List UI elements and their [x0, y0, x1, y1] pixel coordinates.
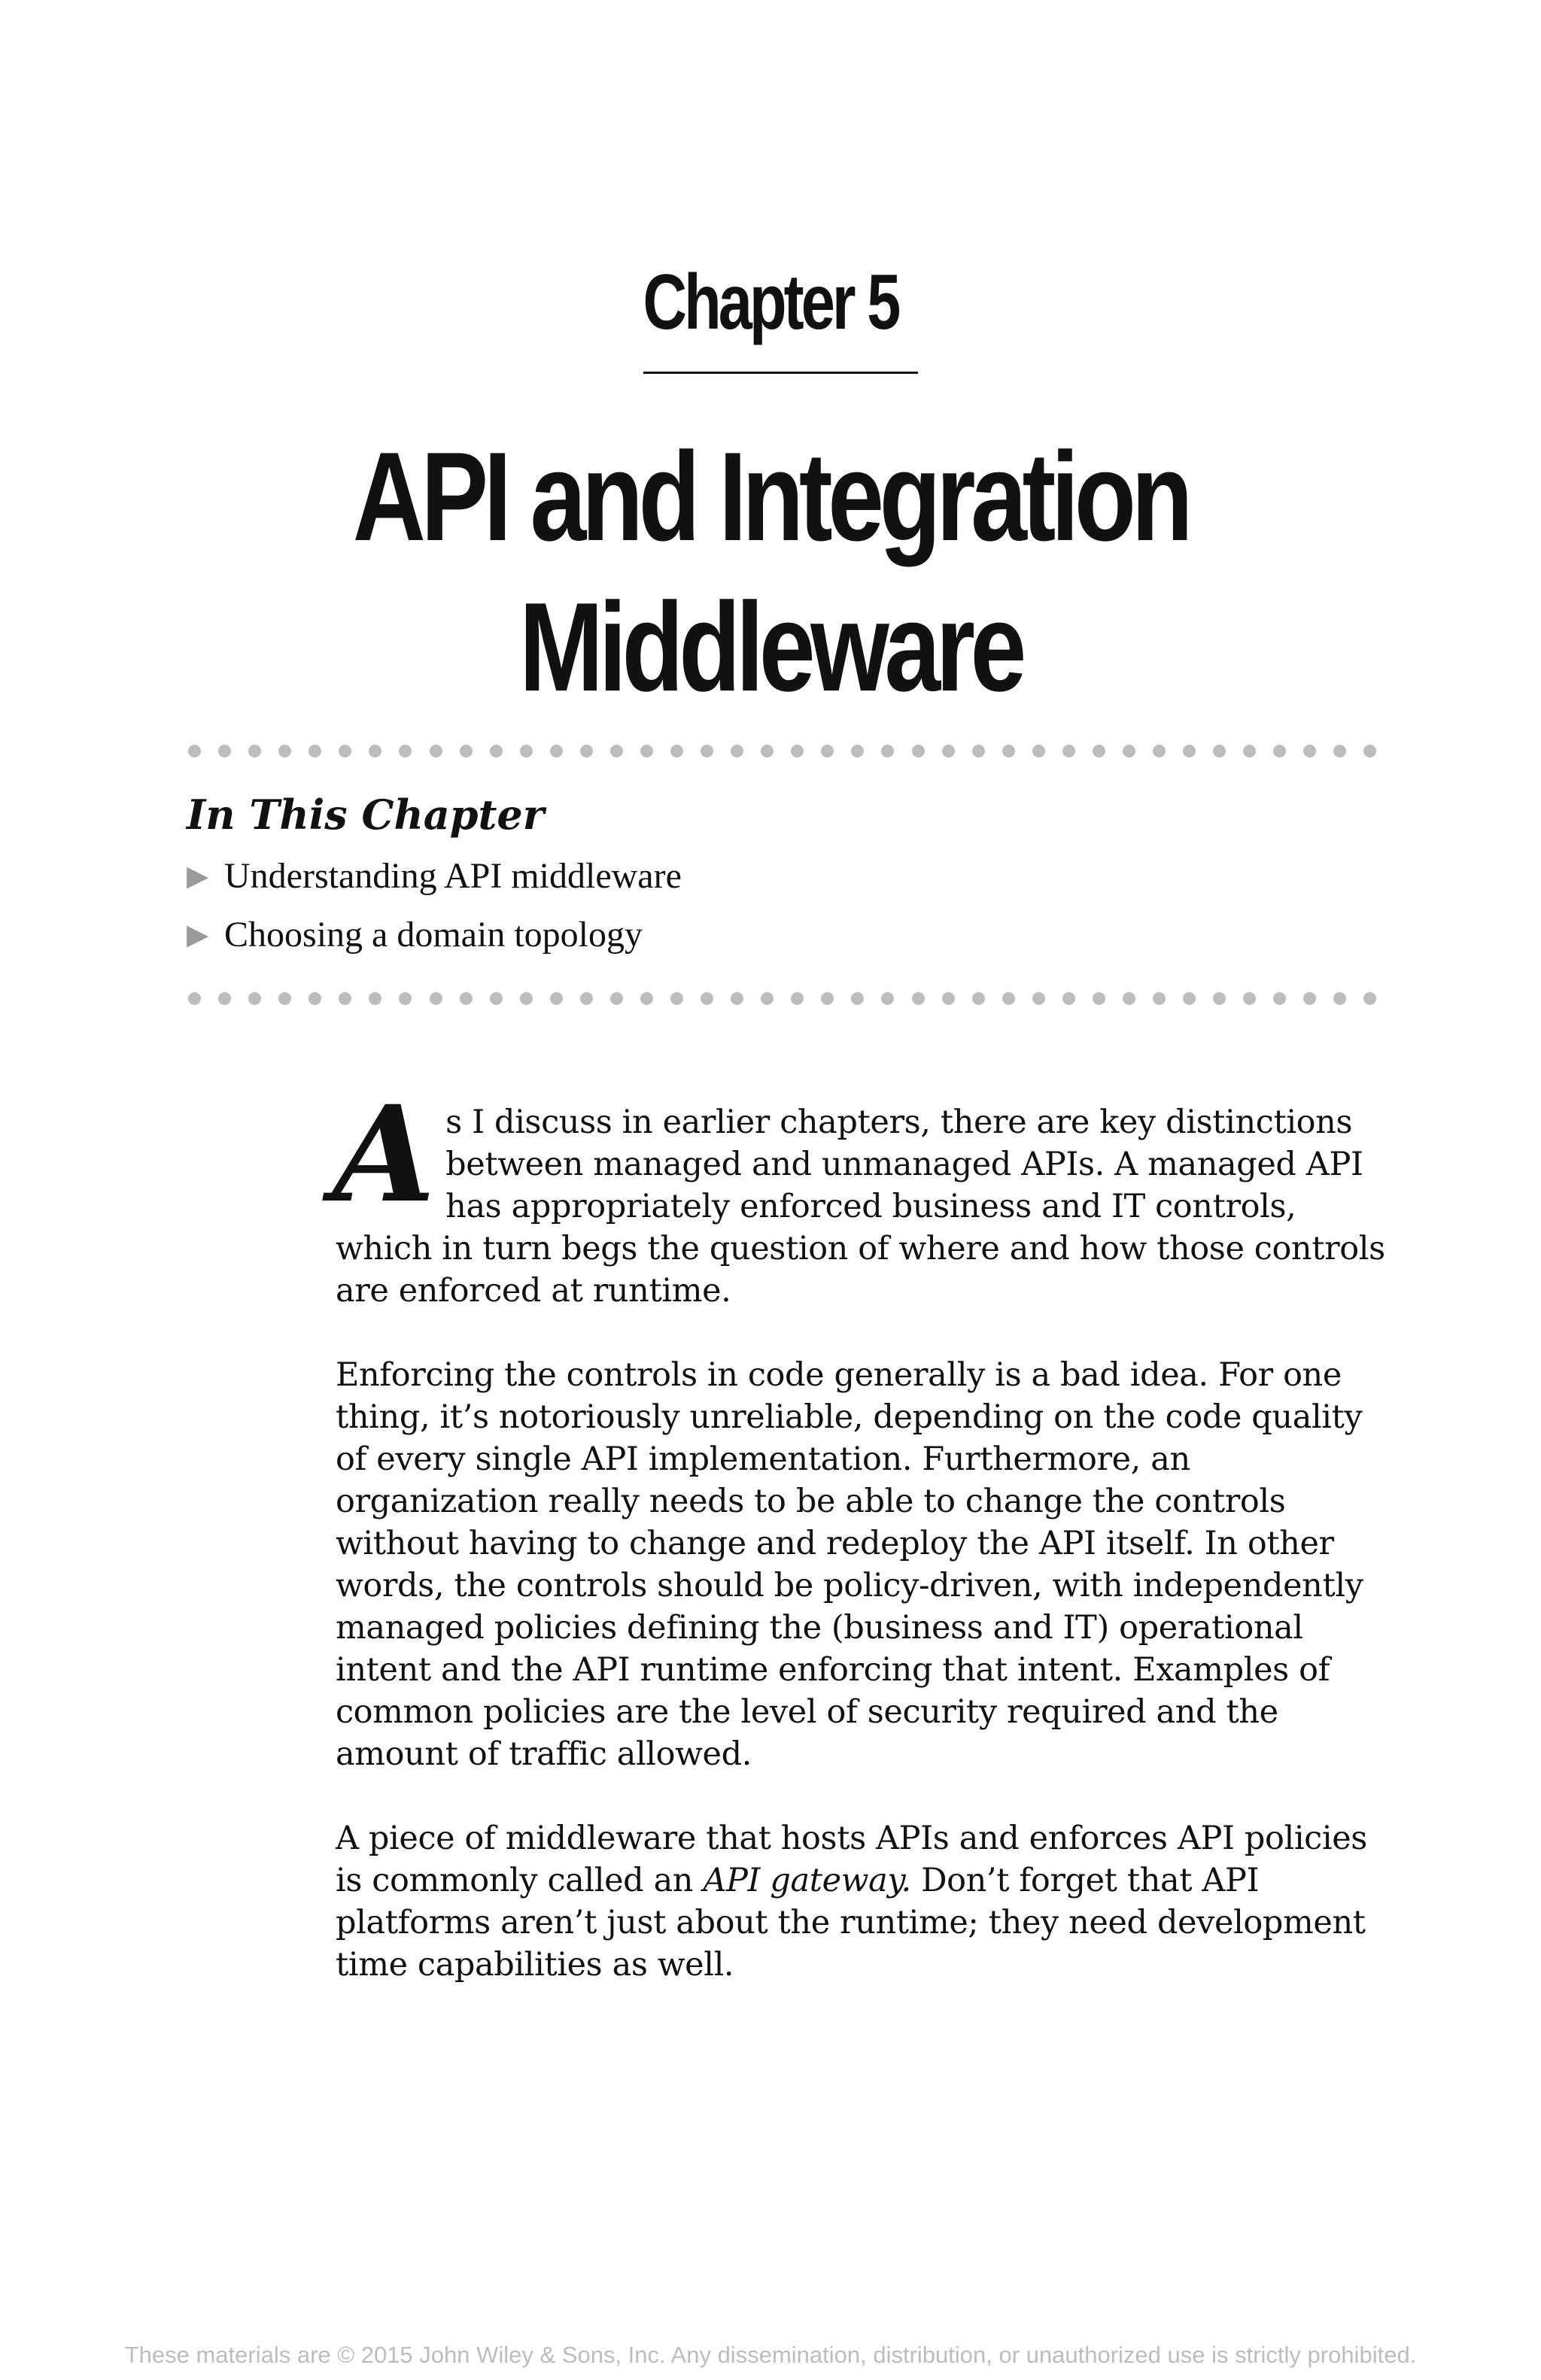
api-gateway-term: API gateway.	[703, 1862, 911, 1899]
arrow-bullet-icon: ▶	[187, 918, 209, 951]
chapter-title	[154, 421, 1387, 722]
divider-dot	[610, 745, 623, 757]
divider-dot	[369, 992, 381, 1005]
dotted-divider-bottom	[188, 989, 1377, 1007]
copyright-footer: These materials are © 2015 John Wiley & Sons, Inc. Any dissemination, distribution, or unauthorized use is strictly prohibited.	[124, 2342, 1417, 2368]
divider-dot	[972, 745, 985, 757]
divider-dot	[912, 745, 925, 757]
arrow-bullet-icon: ▶	[187, 860, 209, 892]
paragraph-2: Enforcing the controls in code generally is a bad idea. For one thing, it’s notoriously unreliable, depending on the code quality of every single API implementation. Furthermore, an organization really needs to be able to change the controls without having to change and redeploy the API itself. In other words, the controls should be policy-driven, with independently managed policies defining the (business and IT) operational intent and the API runtime enforcing that intent. Examples of common policies are the level of security required and the amount of traffic allowed.	[336, 1356, 1363, 1773]
divider-dot	[399, 992, 412, 1005]
divider-dot	[701, 745, 713, 757]
chapter-underline	[643, 372, 918, 374]
divider-dot	[761, 992, 774, 1005]
divider-dot	[520, 992, 533, 1005]
list-item-text: Choosing a domain topology	[224, 914, 643, 955]
paragraph-1	[333, 1076, 1389, 1312]
divider-dot	[1183, 992, 1196, 1005]
divider-dot	[339, 992, 351, 1005]
chapter-number: Chapter 5	[643, 259, 898, 346]
divider-dot	[670, 745, 683, 757]
divider-dot	[1273, 992, 1286, 1005]
divider-dot	[309, 745, 321, 757]
divider-dot	[1303, 992, 1316, 1005]
divider-dot	[430, 992, 442, 1005]
divider-dot	[309, 992, 321, 1005]
dotted-divider-top	[188, 742, 1377, 760]
divider-dot	[1123, 992, 1135, 1005]
paragraph-3	[336, 1817, 1389, 1986]
divider-dot	[278, 745, 291, 757]
divider-dot	[1153, 992, 1166, 1005]
divider-dot	[1363, 992, 1376, 1005]
divider-dot	[1002, 992, 1015, 1005]
divider-dot	[1093, 745, 1105, 757]
divider-dot	[1062, 745, 1075, 757]
divider-dot	[430, 745, 442, 757]
divider-dot	[821, 745, 834, 757]
divider-dot	[851, 745, 864, 757]
divider-dot	[1363, 745, 1376, 757]
divider-dot	[1333, 745, 1346, 757]
divider-dot	[1032, 745, 1045, 757]
divider-dot	[580, 992, 593, 1005]
divider-dot	[1062, 992, 1075, 1005]
divider-dot	[942, 992, 955, 1005]
divider-dot	[248, 992, 261, 1005]
divider-dot	[1183, 745, 1196, 757]
divider-dot	[912, 992, 925, 1005]
divider-dot	[791, 745, 804, 757]
divider-dot	[1032, 992, 1045, 1005]
body-text	[333, 1076, 1389, 2028]
drop-cap: A	[333, 1076, 436, 1232]
divider-dot	[881, 992, 894, 1005]
divider-dot	[490, 745, 503, 757]
paragraph-3-text-end: Don’t forget that API platforms aren’t just about the runtime; they need development time capabilities as well.	[336, 1862, 1366, 1984]
divider-dot	[1243, 745, 1256, 757]
divider-dot	[1213, 745, 1226, 757]
divider-dot	[881, 745, 894, 757]
divider-dot	[580, 745, 593, 757]
divider-dot	[851, 992, 864, 1005]
divider-dot	[520, 745, 533, 757]
divider-dot	[248, 745, 261, 757]
divider-dot	[731, 992, 743, 1005]
divider-dot	[610, 992, 623, 1005]
divider-dot	[460, 745, 473, 757]
divider-dot	[460, 992, 473, 1005]
divider-dot	[490, 992, 503, 1005]
divider-dot	[1333, 992, 1346, 1005]
divider-dot	[188, 992, 201, 1005]
list-item-text: Understanding API middleware	[224, 855, 682, 896]
chapter-title-line-2: Middleware	[519, 576, 1022, 718]
divider-dot	[369, 745, 381, 757]
divider-dot	[791, 992, 804, 1005]
divider-dot	[821, 992, 834, 1005]
divider-dot	[188, 745, 201, 757]
divider-dot	[218, 992, 231, 1005]
divider-dot	[1153, 745, 1166, 757]
divider-dot	[761, 745, 774, 757]
divider-dot	[1123, 745, 1135, 757]
paragraph-1-text: s I discuss in earlier chapters, there are key distinctions between managed and unmanaged APIs. A managed API has appropriately enforced business and IT controls, which in turn begs the question of where and how those controls are enforced at runtime.	[336, 1103, 1385, 1310]
divider-dot	[942, 745, 955, 757]
divider-dot	[640, 745, 653, 757]
divider-dot	[1093, 992, 1105, 1005]
divider-dot	[731, 745, 743, 757]
divider-dot	[972, 992, 985, 1005]
list-item	[187, 905, 682, 964]
divider-dot	[278, 992, 291, 1005]
list-item	[187, 846, 682, 905]
divider-dot	[670, 992, 683, 1005]
divider-dot	[1213, 992, 1226, 1005]
in-this-chapter-heading: In This Chapter	[187, 791, 545, 839]
divider-dot	[640, 992, 653, 1005]
divider-dot	[701, 992, 713, 1005]
divider-dot	[218, 745, 231, 757]
divider-dot	[1303, 745, 1316, 757]
in-this-chapter-list	[187, 846, 682, 964]
divider-dot	[1243, 992, 1256, 1005]
divider-dot	[550, 992, 563, 1005]
divider-dot	[1273, 745, 1286, 757]
chapter-title-line-1: API and Integration	[352, 426, 1189, 567]
divider-dot	[550, 745, 563, 757]
paragraph-3-text-start: A piece of middleware that hosts APIs and enforces API policies is commonly called an	[336, 1820, 1367, 1899]
divider-dot	[399, 745, 412, 757]
divider-dot	[339, 745, 351, 757]
divider-dot	[1002, 745, 1015, 757]
